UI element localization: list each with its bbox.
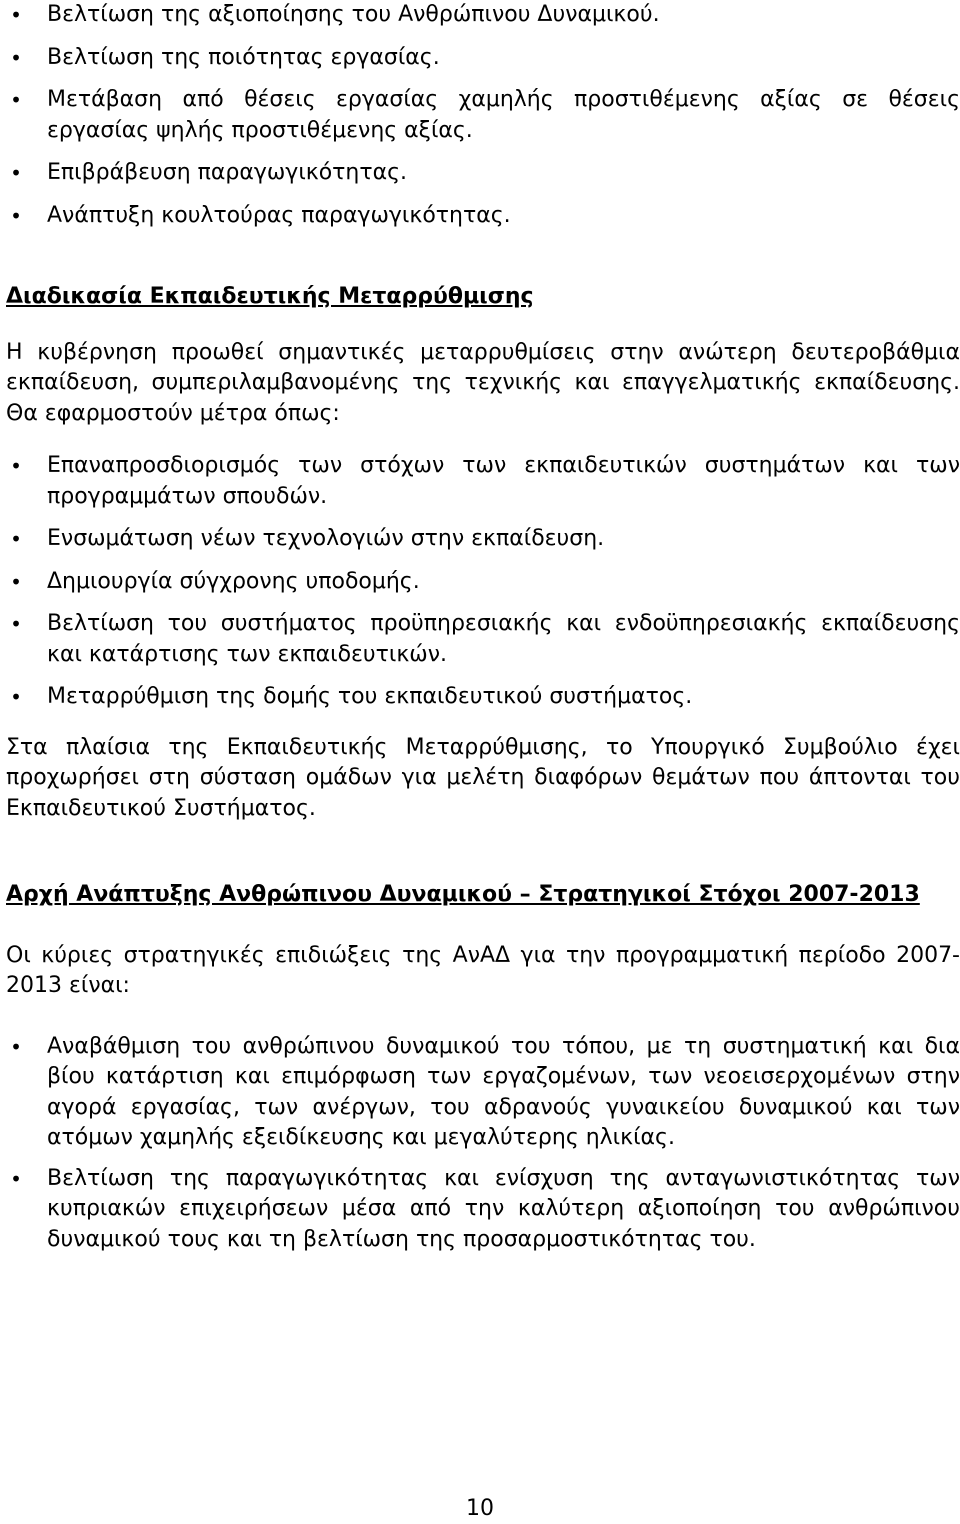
section-heading: Αρχή Ανάπτυξης Ανθρώπινου Δυναμικού – Στρατηγικοί Στόχοι 2007-2013 (6, 882, 920, 907)
bullet-list-goals (6, 0, 960, 231)
list-item-text: Επιβράβευση παραγωγικότητας. (47, 160, 408, 185)
list-item (6, 567, 960, 598)
list-item-text: Μετάβαση από θέσεις εργασίας χαμηλής προστιθέμενης αξίας σε θέσεις εργασίας ψηλής προστιθέμενης αξίας. (47, 87, 960, 143)
bullet-icon: • (10, 161, 22, 185)
list-item-text: Ενσωμάτωση νέων τεχνολογιών στην εκπαίδευση. (47, 526, 605, 551)
page-number: 10 (466, 1496, 494, 1521)
paragraph-intro: Η κυβέρνηση προωθεί σημαντικές μεταρρυθμίσεις στην ανώτερη δευτεροβάθμια εκπαίδευση, συμπεριλαμβανομένης της τεχνικής και επαγγελματικής εκπαίδευσης. Θα εφαρμοστούν μέτρα όπως: (6, 339, 960, 426)
list-item-text: Ανάπτυξη κουλτούρας παραγωγικότητας. (47, 202, 511, 228)
bullet-icon: • (10, 569, 22, 594)
list-item (6, 158, 960, 189)
bullet-icon: • (10, 527, 22, 551)
bullet-list-strategic-goals (6, 1032, 960, 1256)
list-item (6, 1032, 960, 1154)
bullet-icon: • (10, 3, 22, 27)
bullet-icon: • (10, 1166, 22, 1191)
paragraph-intro: Οι κύριες στρατηγικές επιδιώξεις της ΑνΑΔ για την προγραμματική περίοδο 2007-2013 είναι: (6, 942, 960, 998)
list-item-text: Δημιουργία σύγχρονης υποδομής. (47, 568, 420, 594)
list-item (6, 0, 960, 31)
list-item-text: Επαναπροσδιορισμός των στόχων των εκπαιδευτικών συστημάτων και των προγραμμάτων σπουδών. (47, 453, 960, 509)
list-item (6, 609, 960, 670)
bullet-icon: • (10, 685, 22, 709)
document-page (6, 0, 960, 1255)
list-item (6, 43, 960, 74)
bullet-icon: • (10, 45, 22, 70)
bullet-icon: • (10, 88, 22, 112)
list-item (6, 682, 960, 713)
bullet-list-measures (6, 451, 960, 713)
list-item (6, 524, 960, 555)
list-item (6, 1164, 960, 1256)
list-item-text: Βελτίωση της αξιοποίησης του Ανθρώπινου Δυναμικού. (47, 2, 660, 27)
list-item (6, 451, 960, 512)
list-item-text: Αναβάθμιση του ανθρώπινου δυναμικού του τόπου, με τη συστηματική και δια βίου κατάρτιση και επιμόρφωση των εργαζομένων, των νεοεισερχομένων στην αγορά εργασίας, των ανέργων, του αδρανούς γυναικείου δυναμικού και των ατόμων χαμηλής εξειδίκευσης και μεγαλύτερης ηλικίας. (47, 1033, 960, 1150)
list-item-text: Βελτίωση της ποιότητας εργασίας. (47, 44, 440, 70)
list-item-text: Βελτίωση του συστήματος προϋπηρεσιακής και ενδοϋπηρεσιακής εκπαίδευσης και κατάρτισης των εκπαιδευτικών. (47, 611, 960, 667)
list-item-text: Μεταρρύθμιση της δομής του εκπαιδευτικού συστήματος. (47, 684, 693, 709)
bullet-icon: • (10, 203, 22, 228)
section-heading: Διαδικασία Εκπαιδευτικής Μεταρρύθμισης (6, 284, 534, 309)
list-item-text: Βελτίωση της παραγωγικότητας και ενίσχυση της ανταγωνιστικότητας των κυπριακών επιχειρήσεων μέσα από την καλύτερη αξιοποίηση του ανθρώπινου δυναμικού τους και τη βελτίωση της προσαρμοστικότητας του. (47, 1165, 960, 1252)
bullet-icon: • (10, 612, 22, 636)
bullet-icon: • (10, 454, 22, 478)
paragraph-closing: Στα πλαίσια της Εκπαιδευτικής Μεταρρύθμισης, το Υπουργικό Συμβούλιο έχει προχωρήσει στη σύσταση ομάδων για μελέτη διαφόρων θεμάτων που άπτονται του Εκπαιδευτικού Συστήματος. (6, 734, 960, 821)
list-item (6, 85, 960, 146)
list-item (6, 201, 960, 232)
bullet-icon: • (10, 1034, 22, 1059)
